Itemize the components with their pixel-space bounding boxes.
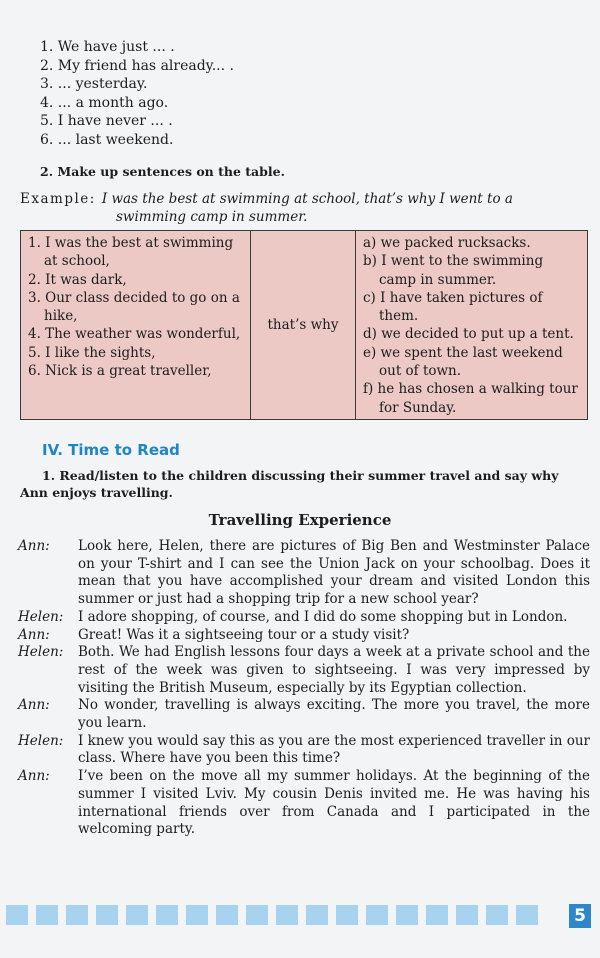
speech: Look here, Helen, there are pictures of Big Ben and Westminster Palace on your T-shirt and I can see the Union Jack on your schoolbag. Does it mean that you have accomplished your dream and visited London this summer or just had a shopping trip for a new school year? xyxy=(78,538,590,608)
table-row: b) I went to the swimming camp in summer. xyxy=(363,253,544,288)
example-block xyxy=(20,190,592,226)
speaker: Helen: xyxy=(18,644,64,661)
table-row: 2. It was dark, xyxy=(28,271,127,288)
speech: I adore shopping, of course, and I did do some shopping but in London. xyxy=(78,608,568,625)
table-row: 3. Our class decided to go on a hike, xyxy=(28,289,240,325)
example-line-1: I was the best at swimming at school, that’s why I went to a xyxy=(101,191,513,207)
example-line-2: swimming camp in summer. xyxy=(116,209,308,225)
speech: Both. We had English lessons four days a week at a private school and the rest of the week was given to sightseeing. I was very impressed by visiting the British Museum, especially by its Egyptian collection. xyxy=(78,644,590,696)
speaker: Ann: xyxy=(18,697,50,714)
dialogue-turn xyxy=(18,768,590,839)
dialogue-turn xyxy=(18,697,590,732)
dialogue-turn xyxy=(18,538,590,609)
task-2-instruction: 2. Make up sentences on the table. xyxy=(40,164,285,179)
table-row: a) we packed rucksacks. xyxy=(363,235,531,251)
table-row: 4. The weather was wonderful, xyxy=(28,326,241,343)
example-label: Example: xyxy=(20,191,96,207)
speaker: Helen: xyxy=(18,608,64,625)
list-item: 4. ... a month ago. xyxy=(40,94,169,111)
list-item: 5. I have never ... . xyxy=(40,113,173,129)
table-row: d) we decided to put up a tent. xyxy=(363,326,574,343)
table-row: e) we spent the last weekend out of town. xyxy=(363,344,563,380)
speaker: Ann: xyxy=(18,538,50,554)
list-item: 3. ... yesterday. xyxy=(40,76,148,92)
table-row: f) he has chosen a walking tour for Sunday. xyxy=(363,381,578,416)
decorative-strip xyxy=(0,905,566,927)
reading-title: Travelling Experience xyxy=(208,511,392,529)
table-row: 5. I like the sights, xyxy=(28,344,156,361)
page-number: 5 xyxy=(569,904,591,928)
speaker: Helen: xyxy=(18,732,64,749)
dialogue-turn xyxy=(18,733,590,768)
exercise-list xyxy=(40,38,234,149)
dialogue-turn xyxy=(18,627,590,645)
dialogue-turn xyxy=(18,644,590,697)
list-item: 2. My friend has already... . xyxy=(40,57,234,74)
dialogue xyxy=(18,538,590,839)
task-1-instruction: 1. Read/listen to the children discussing their summer travel and say why Ann enjoys travelling. xyxy=(20,468,559,500)
speaker: Ann: xyxy=(18,768,50,785)
speech: Great! Was it a sightseeing tour or a study visit? xyxy=(78,626,410,643)
table-row: 1. I was the best at swimming at school, xyxy=(28,235,234,270)
speaker: Ann: xyxy=(18,626,50,643)
list-item: 6. ... last weekend. xyxy=(40,131,174,148)
table-right-column xyxy=(356,231,588,420)
list-item: 1. We have just ... . xyxy=(40,39,175,55)
dialogue-turn xyxy=(18,609,590,627)
section-heading: IV. Time to Read xyxy=(42,441,180,459)
table-left-column xyxy=(21,231,251,420)
table-middle-column: that’s why xyxy=(251,231,356,420)
table-row: c) I have taken pictures of them. xyxy=(363,289,543,325)
speech: I knew you would say this as you are the most experienced traveller in our class. Where have you been this time? xyxy=(78,732,590,767)
speech: I’ve been on the move all my summer holidays. At the beginning of the summer I visited Lviv. My cousin Denis invited me. He was having his international friends over from Canada and I participated in the welcoming party. xyxy=(78,768,590,838)
substitution-table xyxy=(20,230,588,420)
table-row: 6. Nick is a great traveller, xyxy=(28,363,212,380)
speech: No wonder, travelling is always exciting. The more you travel, the more you learn. xyxy=(78,697,590,732)
